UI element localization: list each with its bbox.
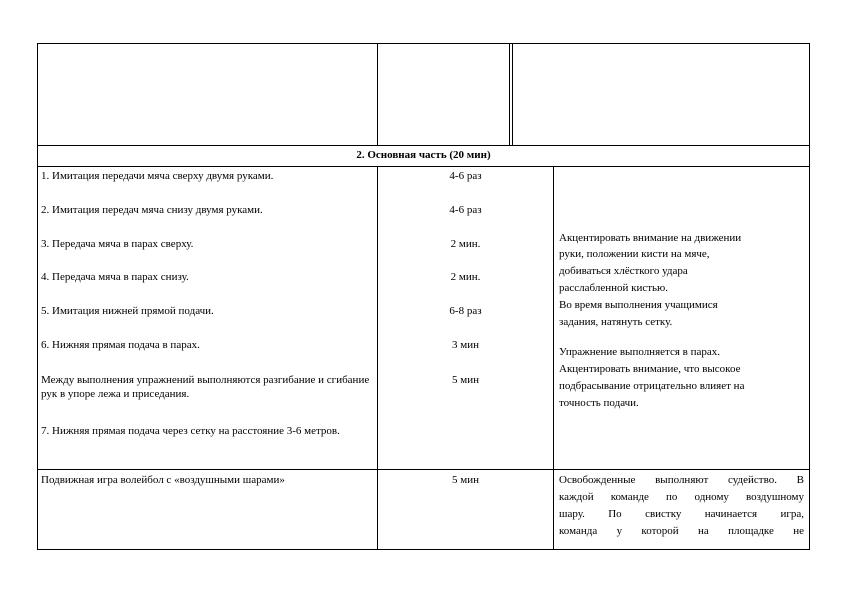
- game-note-line-3: шару. По свистку начинается игра,: [559, 508, 804, 520]
- note-line-7: Упражнение выполняется в парах.: [559, 346, 720, 358]
- game-dose: 5 мин: [452, 474, 479, 486]
- game-title: Подвижная игра волейбол с «воздушными шарами»: [41, 474, 285, 486]
- table-left-border: [37, 43, 38, 550]
- exercise-7: 7. Нижняя прямая подача через сетку на расстояние 3-6 метров.: [41, 425, 340, 437]
- top-row-divider-2-inner: [512, 43, 513, 146]
- dose-4: 2 мин.: [450, 271, 481, 283]
- game-note-line-1: Освобожденные выполняют судейство. В: [559, 474, 804, 486]
- note-line-8: Акцентировать внимание, что высокое: [559, 363, 741, 375]
- dose-6: 3 мин: [452, 339, 479, 351]
- note-line-10: точность подачи.: [559, 397, 639, 409]
- game-row-top-border: [37, 469, 810, 470]
- exercise-1: 1. Имитация передачи мяча сверху двумя руками.: [41, 170, 274, 182]
- table-right-border: [809, 43, 810, 550]
- exercise-3: 3. Передача мяча в парах сверху.: [41, 238, 194, 250]
- exercise-5: 5. Имитация нижней прямой подачи.: [41, 305, 214, 317]
- game-note-line-2: каждой команде по одному воздушному: [559, 491, 804, 503]
- game-note-line-4: команда у которой на площадке не: [559, 525, 804, 537]
- note-line-6: задания, натянуть сетку.: [559, 316, 673, 328]
- dose-1: 4-6 раз: [449, 170, 482, 182]
- section-header: 2. Основная часть (20 мин): [356, 149, 491, 161]
- note-line-1: Акцентировать внимание на движении: [559, 232, 742, 244]
- top-row-divider-2: [509, 43, 510, 146]
- note-line-3: добиваться хлёсткого удара: [559, 265, 688, 277]
- table-bottom-border: [37, 549, 810, 550]
- body-divider-1: [377, 166, 378, 550]
- note-line-2: руки, положении кисти на мяче,: [559, 248, 710, 260]
- note-line-5: Во время выполнения учащимися: [559, 299, 718, 311]
- dose-5: 6-8 раз: [449, 305, 482, 317]
- table-top-border: [37, 43, 810, 44]
- note-line-4: расслабленной кистью.: [559, 282, 669, 294]
- section-header-top-border: [37, 145, 810, 146]
- dose-2: 4-6 раз: [449, 204, 482, 216]
- dose-7: 5 мин: [452, 374, 479, 386]
- note-line-9: подбрасывание отрицательно влияет на: [559, 380, 745, 392]
- dose-3: 2 мин.: [450, 238, 481, 250]
- exercise-2: 2. Имитация передач мяча снизу двумя руками.: [41, 204, 263, 216]
- section-header-bottom-border: [37, 166, 810, 167]
- body-divider-2: [553, 166, 554, 550]
- top-row-divider-1: [377, 43, 378, 146]
- exercise-note-between: Между выполнения упражнений выполняются разгибание и сгибание рук в упоре лежа и приседания.: [41, 374, 370, 400]
- exercise-6: 6. Нижняя прямая подача в парах.: [41, 339, 200, 351]
- exercise-4: 4. Передача мяча в парах снизу.: [41, 271, 189, 283]
